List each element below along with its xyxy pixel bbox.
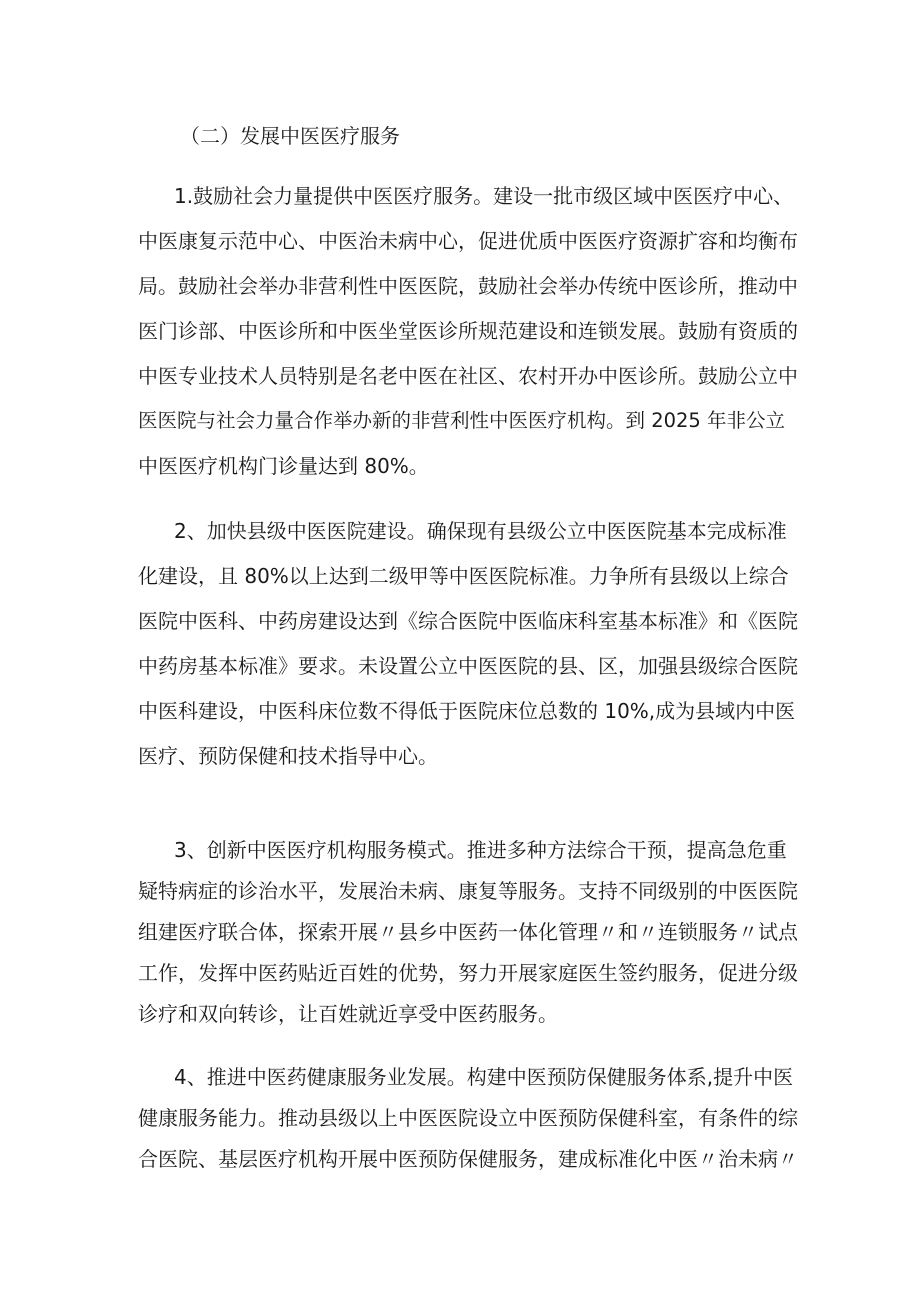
- paragraph-1-line-5: 中医专业技术人员特别是名老中医在社区、农村开办中医诊所。鼓励公立中: [138, 364, 798, 388]
- paragraph-3-line-5: 诊疗和双向转诊，让百姓就近享受中医药服务。: [138, 1002, 558, 1026]
- paragraph-2-line-3: 医院中医科、中药房建设达到《综合医院中医临床科室基本标准》和《医院: [138, 609, 798, 633]
- paragraph-4-line-2: 健康服务能力。推动县级以上中医医院设立中医预防保健科室，有条件的综: [138, 1106, 798, 1130]
- paragraph-3-line-3: 组建医疗联合体，探索开展〃县乡中医药一体化管理〃和〃连锁服务〃试点: [138, 920, 798, 944]
- paragraph-4-line-1: 4、推进中医药健康服务业发展。构建中医预防保健服务体系,提升中医: [174, 1065, 794, 1089]
- paragraph-1-line-6: 医医院与社会力量合作举办新的非营利性中医医疗机构。到 2025 年非公立: [138, 409, 786, 432]
- paragraph-1-line-3: 局。鼓励社会举办非营利性中医医院，鼓励社会举办传统中医诊所，推动中: [138, 274, 798, 298]
- paragraph-2-line-2: 化建设，且 80%以上达到二级甲等中医医院标准。力争所有县级以上综合: [138, 564, 789, 588]
- paragraph-1-line-7: 中医医疗机构门诊量达到 80%。: [138, 454, 429, 478]
- section-heading: （二）发展中医医疗服务: [180, 124, 400, 148]
- paragraph-1-line-1: 1.鼓励社会力量提供中医医疗服务。建设一批市级区域中医医疗中心、: [174, 184, 794, 208]
- paragraph-1-line-2: 中医康复示范中心、中医治未病中心，促进优质中医医疗资源扩容和均衡布: [138, 229, 798, 253]
- paragraph-4-line-3: 合医院、基层医疗机构开展中医预防保健服务，建成标准化中医〃治未病〃: [138, 1147, 798, 1171]
- paragraph-2-line-6: 医疗、预防保健和技术指导中心。: [138, 744, 438, 768]
- paragraph-3-line-2: 疑特病症的诊治水平，发展治未病、康复等服务。支持不同级别的中医医院: [138, 879, 798, 903]
- paragraph-3-line-1: 3、创新中医医疗机构服务模式。推进多种方法综合干预，提高急危重: [174, 838, 787, 862]
- paragraph-2-line-5: 中医科建设，中医科床位数不得低于医院床位总数的 10%,成为县域内中医: [138, 699, 796, 723]
- paragraph-1-line-4: 医门诊部、中医诊所和中医坐堂医诊所规范建设和连锁发展。鼓励有资质的: [138, 319, 798, 343]
- paragraph-2-line-1: 2、加快县级中医医院建设。确保现有县级公立中医医院基本完成标准: [174, 519, 787, 543]
- paragraph-2-line-4: 中药房基本标准》要求。未设置公立中医医院的县、区，加强县级综合医院: [138, 654, 798, 678]
- paragraph-3-line-4: 工作，发挥中医药贴近百姓的优势，努力开展家庭医生签约服务，促进分级: [138, 961, 798, 985]
